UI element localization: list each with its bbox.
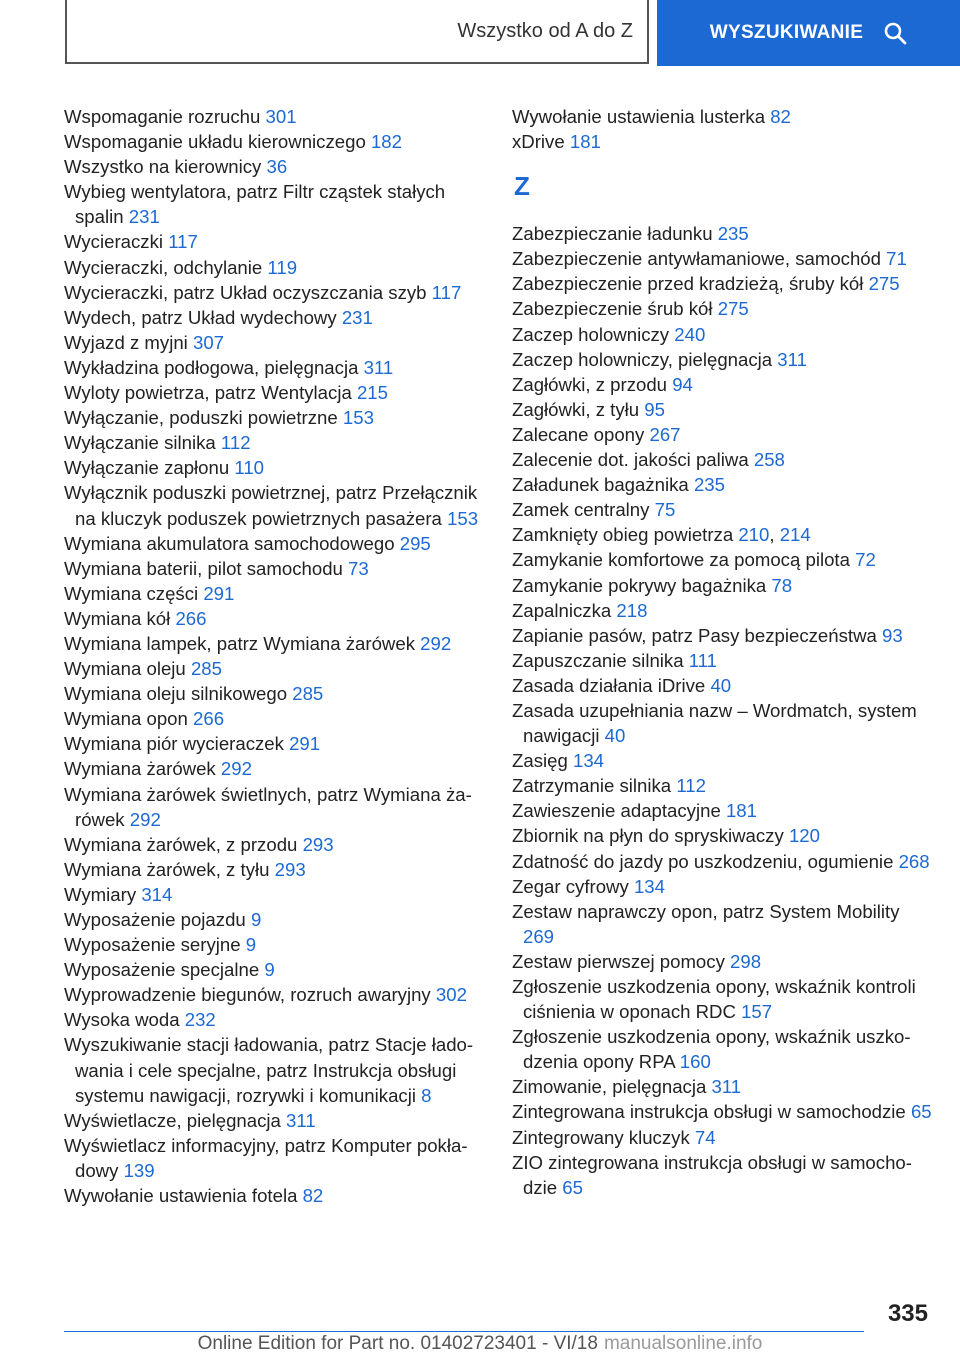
index-entry [512,129,932,154]
index-entry [512,296,932,321]
index-entry-text: Wymiana oleju silnikowego [64,683,288,705]
index-entry [512,874,932,899]
index-entry-text: Zagłówki, z przodu [512,373,668,395]
index-entry-text: Wymiana oleju [64,658,186,680]
index-entry [512,573,932,598]
page-link[interactable]: 71 [886,248,907,270]
index-entry [64,1007,484,1032]
index-entry [64,756,484,781]
page-link[interactable]: 285 [190,658,222,680]
page-link[interactable]: 301 [265,106,297,127]
page-link[interactable]: 235 [693,474,725,496]
header [0,0,960,66]
index-entry-text: Zalecane opony [512,423,645,445]
index-entry [512,648,932,673]
index-entry-text: Zaczep holowniczy [512,323,670,345]
index-entry [64,255,484,280]
index-entry-text: Wyłączanie, poduszki powietrzne [64,407,338,429]
index-entry-text: Wyłącznik poduszki powietrznej, patrz Przełącznik na kluczyk poduszek powietrznych pasażera [64,482,478,529]
index-entry [512,899,932,949]
index-list-right-z [512,221,932,1200]
index-entry-text: Załadunek bagażnika [512,474,689,496]
index-entry-text: Wysoka woda [64,1009,180,1031]
page-link[interactable]: 65 [910,1101,932,1123]
index-entry [64,531,484,556]
page-link[interactable]: 120 [788,825,820,847]
page-link[interactable]: 232 [184,1009,216,1031]
page-link[interactable]: 292 [220,758,252,780]
index-entry-text: Wycieraczki, patrz Układ oczyszczania szyb [64,281,427,303]
index-entry-text: Wymiana akumulatora samochodowego [64,532,395,554]
index-entry-text: Zdatność do jazdy po uszkodzeniu, ogumienie [512,850,894,872]
index-entry [512,472,932,497]
index-entry-text: Zestaw naprawczy opon, patrz System Mobility [512,900,900,922]
index-entry-text: Zgłoszenie uszkodzenia opony, wskaźnik uszkodzenia opony RPA [512,1026,911,1073]
index-entry [64,932,484,957]
index-entry [64,1108,484,1133]
page-link[interactable]: 153 [447,507,479,529]
page-link[interactable]: 268 [898,850,930,872]
page-link[interactable]: 139 [123,1159,155,1181]
index-entry [512,497,932,522]
page-link[interactable]: 275 [717,298,749,320]
page-link[interactable]: 231 [341,306,373,328]
page-link[interactable]: 240 [674,323,706,345]
page-link[interactable]: 266 [193,708,225,730]
page-link[interactable]: 40 [604,725,626,747]
index-entry-text: Wymiana kół [64,607,171,629]
index-entry [512,221,932,246]
magnifier-icon [883,21,907,45]
index-entry [512,271,932,296]
index-entry-text: Zamknięty obieg powietrza [512,524,734,546]
index-entry-text: Zaczep holowniczy, pielęgnacja [512,348,773,370]
index-entry [512,372,932,397]
page-link[interactable]: 181 [725,800,757,822]
index-entry-text: Zabezpieczanie ładunku [512,223,713,245]
index-entry-text: Wyloty powietrza, patrz Wentylacja [64,382,352,404]
page-link[interactable]: 75 [654,499,676,521]
page-link[interactable]: 293 [274,858,306,880]
index-entry [64,982,484,1007]
index-entry [64,606,484,631]
index-entry [64,957,484,982]
index-entry-text: Zapianie pasów, patrz Pasy bezpieczeństwa [512,624,877,646]
index-entry [512,623,932,648]
page-link[interactable]: 258 [753,449,785,471]
index-entry [64,430,484,455]
page-link[interactable]: 291 [289,733,321,755]
page-link[interactable]: 302 [435,984,467,1006]
page-link[interactable]: 134 [572,750,605,772]
index-entry [64,631,484,656]
index-entry [512,773,932,798]
page-link[interactable]: 311 [286,1109,316,1131]
page-link[interactable]: 311 [777,348,807,370]
index-entry [64,129,484,154]
page-link[interactable]: 82 [770,106,791,127]
footer-watermark: manualsonline.info [603,1333,763,1354]
index-entry [64,556,484,581]
index-entry [512,1150,932,1200]
index-entry-text: Zawieszenie adaptacyjne [512,800,721,822]
index-entry [64,656,484,681]
index-entry-text: Wyposażenie specjalne [64,959,260,981]
index-entry [512,104,932,129]
page-link[interactable]: 153 [342,407,374,429]
page-link[interactable]: 157 [741,1001,773,1023]
page-link[interactable]: 181 [569,131,601,153]
index-entry-text: Zamykanie komfortowe za pomocą pilota [512,549,850,571]
index-entry-text: Wycieraczki [64,231,164,253]
page-link[interactable]: 117 [431,281,462,303]
index-entry [512,823,932,848]
page-link[interactable]: 40 [710,674,732,696]
index-entry [64,154,484,179]
page-link[interactable]: 110 [234,457,265,479]
page-link[interactable]: 267 [649,423,681,445]
index-entry-text: Wywołanie ustawienia lusterka [512,106,766,127]
index-entry [512,246,932,271]
index-entry-text: Wymiana opon [64,708,188,730]
index-entry [64,355,484,380]
index-entry [512,1125,932,1150]
page-link[interactable]: 314 [141,883,173,905]
page-link[interactable]: 285 [292,683,324,705]
tab-a-to-z-label: Wszystko od A do Z [457,19,633,42]
index-entry: Zamknięty obieg powietrza 210, 214 [512,524,811,546]
index-column-right [512,104,932,1200]
index-entry [512,798,932,823]
page-link[interactable]: 36 [266,156,288,178]
page-link[interactable]: 269 [523,925,555,947]
index-entry-text: Zestaw pierwszej pomocy [512,950,725,972]
page-link[interactable]: 95 [644,398,665,420]
page-link[interactable]: 73 [348,557,369,579]
index-entry [64,1133,484,1183]
index-entry-text: Wyłączanie silnika [64,432,216,454]
index-entry-text: Zabezpieczenie śrub kół [512,298,713,320]
page-link[interactable]: 160 [679,1051,711,1073]
footer-rule [64,1331,864,1332]
page-link[interactable]: 117 [168,231,198,253]
index-entry-text: Zatrzymanie silnika [512,775,672,797]
index-entry-text: Wspomaganie układu kierowniczego [64,131,366,153]
page-link[interactable]: 74 [694,1126,716,1148]
page-link[interactable]: 182 [370,131,402,153]
page-link[interactable]: 295 [399,532,431,554]
index-entry-text: Zabezpieczenie antywłamaniowe, samochód [512,248,881,270]
index-entry [64,480,484,530]
index-entry-text: Wymiana żarówek [64,758,216,780]
page-number: 335 [887,1300,928,1327]
index-entry-text: Zasada uzupełniania nazw – Wordmatch, system nawigacji [512,699,917,747]
tab-a-to-z[interactable] [65,0,649,64]
page-link[interactable]: 293 [302,833,334,855]
page-link[interactable]: 307 [192,331,225,353]
index-entry-text: Zamek centralny [512,499,650,521]
page-link[interactable]: 9 [250,909,262,930]
index-entry-text: xDrive [512,131,565,153]
index-entry-text: Zasięg [512,750,568,772]
index-entry-text: Wymiana żarówek, z tyłu [64,858,270,880]
index-entry [64,857,484,882]
index-entry [64,229,484,254]
index-entry-text: Zagłówki, z tyłu [512,398,640,420]
index-entry [64,405,484,430]
index-entry [64,782,484,832]
index-entry-text: Wyszukiwanie stacji ładowania, patrz Stacje ładowania i cele specjalne, patrz Instrukcja obsługi systemu nawigacji, rozrywki i komunikacji [64,1034,474,1106]
index-entry [64,581,484,606]
index-entry-text: Wycieraczki, odchylanie [64,256,263,278]
index-entry [512,347,932,372]
index-entry [512,1074,932,1099]
index-entry-text: Zimowanie, pielęgnacja [512,1076,707,1098]
index-entry [64,832,484,857]
page-link[interactable]: 65 [562,1176,583,1198]
index-entry [512,849,932,874]
page-link[interactable]: 298 [730,950,762,972]
index-entry [64,731,484,756]
page-link[interactable]: 94 [672,373,693,395]
index-entry-text: Zintegrowany kluczyk [512,1126,690,1148]
index-entry [512,698,932,748]
page-link[interactable]: 112 [220,432,251,454]
page-link[interactable]: 8 [421,1084,432,1106]
index-entry [512,748,932,773]
index-entry [512,1024,932,1074]
page-link[interactable]: 9 [245,934,257,956]
index-entry [64,455,484,480]
index-entry [64,706,484,731]
page-link[interactable]: 112 [676,775,706,797]
index-entry-text: Wymiana części [64,582,199,604]
page-link[interactable]: 311 [363,356,394,378]
index-entry [64,179,484,229]
index-entry-text: Wszystko na kierownicy [64,156,262,178]
page-link[interactable]: 292 [420,632,452,654]
page-link[interactable]: 134 [633,875,665,897]
page-link[interactable]: 82 [302,1185,324,1207]
index-entry-text: Wybieg wentylatora, patrz Filtr cząstek stałych spalin [64,181,446,228]
page-link[interactable]: 9 [264,959,275,981]
index-entry-text: Wyświetlacz informacyjny, patrz Komputer pokładowy [64,1134,468,1181]
index-entry-text: Zbiornik na płyn do spryskiwaczy [512,825,784,847]
index-entry [64,681,484,706]
index-entry [64,104,484,129]
index-entry-text: Wywołanie ustawienia fotela [64,1185,298,1207]
index-entry-text: Wyłączanie zapłonu [64,457,230,479]
tab-search[interactable] [657,0,960,66]
index-entry [64,380,484,405]
index-entry [512,397,932,422]
index-entry-text: Wyposażenie seryjne [64,934,241,956]
index-list-right-top [512,104,932,154]
index-entry [512,974,932,1024]
index-entry-text: Wymiana baterii, pilot samochodu [64,557,343,579]
index-entry-text: Wyposażenie pojazdu [64,909,246,930]
index-entry-text: Zapuszczanie silnika [512,649,684,671]
footer-text [0,1333,960,1355]
footer-edition: Online Edition for Part no. 01402723401 - VI/18 [197,1333,598,1354]
page-link[interactable]: 231 [128,206,160,228]
index-entry-text: Zapalniczka [512,599,612,621]
page-link[interactable]: 218 [616,599,648,621]
page-link[interactable]: 266 [175,607,207,629]
index-entry-text: Zasada działania iDrive [512,674,706,696]
index-entry-text: Wymiana piór wycieraczek [64,733,284,755]
page-link[interactable]: 214 [779,524,811,546]
index-entry-text: Zgłoszenie uszkodzenia opony, wskaźnik kontroli ciśnienia w oponach RDC [512,976,916,1023]
index-entry-text: ZIO zintegrowana instrukcja obsługi w samochodzie [512,1151,912,1198]
page-link[interactable]: 292 [129,808,161,830]
index-entry [64,280,484,305]
section-letter: Z [514,171,530,202]
index-entry-text: Zalecenie dot. jakości paliwa [512,449,749,471]
index-entry [512,322,932,347]
index-entry-text: Wspomaganie rozruchu [64,106,261,127]
index-entry [64,330,484,355]
index-entry-text: Wyświetlacze, pielęgnacja [64,1109,281,1131]
index-entry-text: Wymiana żarówek, z przodu [64,833,298,855]
index-entry [64,305,484,330]
page-link[interactable]: 235 [717,223,749,245]
index-entry-text: Wyprowadzenie biegunów, rozruch awaryjny [64,984,431,1006]
index-entry [512,422,932,447]
index-entry-text: Wymiana lampek, patrz Wymiana żarówek [64,632,415,654]
index-entry-text: Zintegrowana instrukcja obsługi w samochodzie [512,1101,906,1123]
page-link[interactable]: 291 [203,582,235,604]
page-link[interactable]: 215 [356,382,388,404]
page-link[interactable]: 111 [688,649,717,671]
index-entry [512,547,932,572]
index-entry [512,673,932,698]
index-entry-text: Zegar cyfrowy [512,875,629,897]
index-entry [64,1183,484,1208]
index-entry [512,1099,932,1124]
index-entry-text: Wydech, patrz Układ wydechowy [64,306,337,328]
index-column-left [64,104,484,1208]
page-link[interactable]: 78 [771,574,793,596]
page-link[interactable]: 72 [855,549,876,571]
index-entry-text: Wykładzina podłogowa, pielęgnacja [64,356,359,378]
page-link[interactable]: 311 [711,1076,742,1098]
page-link[interactable]: 119 [267,256,298,278]
page-link[interactable]: 210 [738,524,770,546]
index-entry-text: Wymiary [64,883,137,905]
index-entry-text: Zamykanie pokrywy bagażnika [512,574,767,596]
index-entry [512,949,932,974]
index-entry [64,882,484,907]
index-entry-text: Zabezpieczenie przed kradzieżą, śruby kół [512,273,864,295]
tab-search-label: WYSZUKIWANIE [709,22,864,43]
index-entry [64,907,484,932]
index-entry [64,1032,484,1107]
page-link[interactable]: 275 [868,273,900,295]
page-link[interactable]: 93 [882,624,903,646]
index-entry [512,598,932,623]
index-entry-text: Wyjazd z myjni [64,331,188,353]
index-entry-text: Wymiana żarówek świetlnych, patrz Wymiana żarówek [64,783,472,830]
index-entry [512,447,932,472]
